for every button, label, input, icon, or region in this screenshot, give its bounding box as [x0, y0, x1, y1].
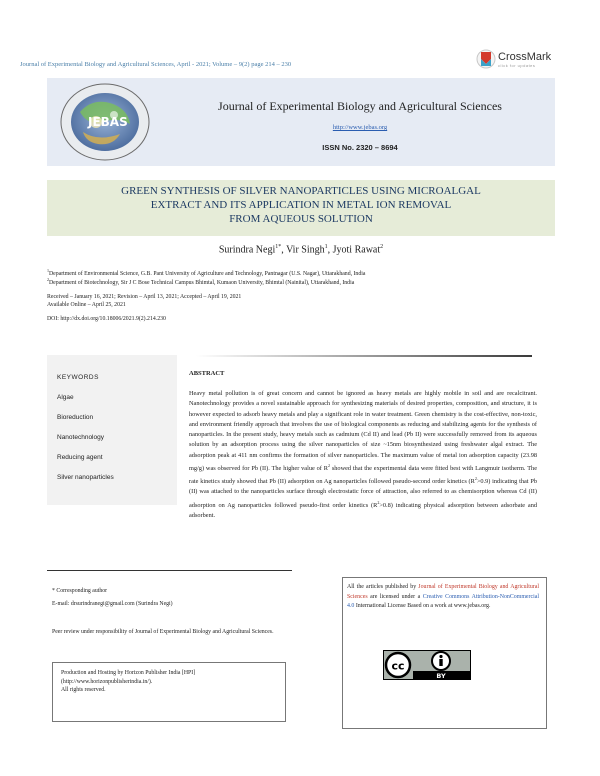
by-label: BY	[436, 672, 446, 680]
title-line: GREEN SYNTHESIS OF SILVER NANOPARTICLES USING MICROALGAL	[121, 185, 481, 197]
title-line: EXTRACT AND ITS APPLICATION IN METAL ION REMOVAL	[150, 199, 452, 211]
affiliation-sup: 2	[47, 277, 49, 282]
cc-license-link[interactable]: Creative Commons Attribution-NonCommercial 4.0	[347, 593, 539, 610]
cc-glyph: cc	[391, 659, 405, 673]
hosting-text	[61, 669, 281, 695]
hosting-line: Production and Hosting by Horizon Publisher India [HPI]	[61, 670, 196, 676]
author-email: E-mail: drsurindranegi@gmail.com (Surindra Negi)	[52, 601, 173, 607]
hosting-line: All rights reserved.	[61, 687, 106, 693]
affiliation	[47, 268, 365, 277]
footnote-rule	[47, 570, 292, 571]
author-sup: 2	[380, 244, 384, 250]
journal-reference-line: Journal of Experimental Biology and Agricultural Sciences, April - 2021; Volume – 9(2) page 214 – 230	[20, 61, 292, 68]
journal-name: Journal of Experimental Biology and Agricultural Sciences	[218, 99, 502, 113]
keywords-heading: KEYWORDS	[57, 374, 99, 381]
author-name: Jyoti Rawat	[332, 244, 381, 256]
abstract-heading: ABSTRACT	[189, 370, 225, 377]
affiliation-sup: 1	[47, 268, 49, 273]
keyword-item: Bioreduction	[57, 414, 94, 421]
svg-text:JEBAS: JEBAS	[88, 115, 128, 129]
abstract-text: Heavy metal pollution is of great concern and cannot be ignored as heavy metals are highly mobile in soil and are recalcitrant. Nanotechnology provides a novel sustainable approach for synthesizing materials of desired properties, composition, and structure, it is however expected to adsorb heavy metals and play a significant role in water treatment. Green chemistry is the cost-effective, non-toxic, and environment friendly approach that involves the use of biological components as reducing and stabilizing agents for the synthesis of nanoparticles. In the present study, heavy metals such as cadmium (Cd II) and lead (Pb II) were successfully removed from its aqueous solution by an adsorption process using the silver nanoparticles of size ~15nm biosynthesized using freshwater algal extract. The adsorption peak at 411 nm confirms the formation of silver nanoparticles. The maximum value of metal ion adsorption capacity (23.98 mg/g) was observed for Pb (II). The higher value of $R^2$ showed that the experimental data were fitted best with Langmuir isotherm. The rate kinetics study showed that Pb (II) adsorption on Ag nanoparticles followed pseudo-second order kinetics $(R^2>0.9)$ indicating that Pb (II) was attached to the nanoparticles surface through electrostatic force of attraction, also referred to as chemisorption whereas Cd (II) adsorption on Ag nanoparticles followed pseudo-first order kinetics $(R^2>0.8)$ indicating physical adsorption between adsorbate and adsorbent.	[189, 390, 537, 520]
journal-logo	[58, 82, 152, 162]
peer-review-note: Peer review under responsibility of Journal of Experimental Biology and Agricultural Sciences.	[52, 629, 274, 635]
issn-number: ISSN No. 2320 – 8694	[322, 143, 398, 152]
doi-link[interactable]: DOI: http://dx.doi.org/10.18006/2021.9(2).214.230	[47, 316, 166, 322]
crossmark-label: CrossMark	[498, 51, 552, 63]
keyword-item: Nanotechnology	[57, 434, 104, 441]
author-sup: 1	[324, 244, 328, 250]
article-dates: Received – January 16, 2021; Revision – April 13, 2021; Accepted – April 19, 2021	[47, 294, 242, 300]
crossmark-icon	[476, 48, 496, 70]
crossmark-badge[interactable]	[476, 48, 586, 72]
title-line: FROM AQUEOUS SOLUTION	[229, 213, 373, 225]
jebas-logo-icon	[58, 82, 152, 162]
license-text: All the articles published by Journal of Experimental Biology and Agricultural Sciences are licensed under a Creative Commons Attribution-NonCommercial 4.0 International License Based on a work at www.jebas.org.	[347, 584, 539, 610]
available-online-date: Available Online – April 25, 2021	[47, 302, 126, 308]
keyword-item: Reducing agent	[57, 454, 103, 461]
journal-link[interactable]: Journal of Experimental Biology and Agricultural Sciences	[347, 584, 539, 600]
section-divider	[196, 355, 532, 357]
article-title	[60, 184, 542, 226]
affiliation	[47, 277, 354, 286]
author-list: Surindra Negi$^{1*}$, Vir Singh$^1$, Jyoti Rawat$^2$	[218, 244, 384, 256]
keyword-item: Algae	[57, 394, 74, 401]
keyword-item: Silver nanoparticles	[57, 474, 114, 481]
journal-url-link[interactable]: http://www.jebas.org	[332, 124, 388, 131]
affiliation-text: Department of Biotechnology, Sir J C Bose Technical Campus Bhimtal, Kumaon University, Bhimtal (Nainital), Uttarakhand, India	[49, 279, 355, 286]
author-name: Surindra Negi	[218, 244, 276, 256]
affiliation-text: Department of Environmental Science, G.B. Pant University of Agriculture and Technology, Pantnagar (U.S. Nagar), Uttarakhand, India	[49, 270, 366, 277]
author-sup: 1*	[275, 244, 282, 250]
hosting-line: (http://www.horizonpublisherindia.in/).	[61, 678, 153, 685]
corresponding-author: * Corresponding author	[52, 588, 108, 594]
crossmark-sub: click for updates	[498, 63, 536, 68]
cc-by-icon	[383, 650, 471, 680]
author-name: Vir Singh	[286, 244, 325, 256]
cc-by-badge[interactable]	[383, 650, 471, 680]
